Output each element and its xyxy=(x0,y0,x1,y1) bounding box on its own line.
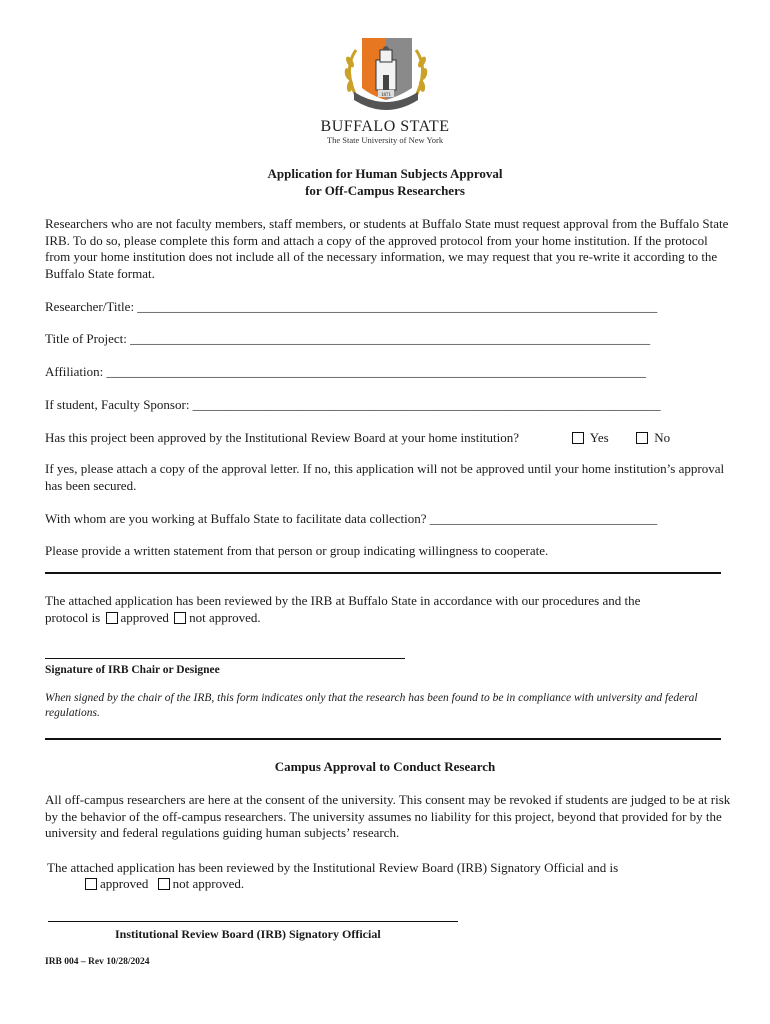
irb-approved-checkbox[interactable] xyxy=(106,612,118,624)
campus-approved-label: approved xyxy=(100,876,149,891)
statement-instruction: Please provide a written statement from that person or group indicating willingness to cooperate. xyxy=(45,543,549,558)
researcher-field[interactable]: Researcher/Title: ________________________________________________________________________________ xyxy=(45,299,658,314)
campus-status xyxy=(83,876,244,892)
section-divider-2 xyxy=(45,738,721,740)
irb-note: When signed by the chair of the IRB, this form indicates only that the research has been found to be in compliance with university and federal regulations. xyxy=(45,692,698,719)
irb-approved-label: approved xyxy=(120,610,169,625)
irb-chair-signature-label: Signature of IRB Chair or Designee xyxy=(45,664,220,676)
yes-option[interactable] xyxy=(570,430,609,446)
form-title-line1: Application for Human Subjects Approval xyxy=(267,166,503,181)
faculty-sponsor-field[interactable]: If student, Faculty Sponsor: ________________________________________________________________________ xyxy=(45,397,661,412)
project-title-field[interactable]: Title of Project: ________________________________________________________________________________ xyxy=(45,331,651,346)
approval-question-text: Has this project been approved by the Institutional Review Board at your home institution? xyxy=(45,430,520,445)
yes-checkbox[interactable] xyxy=(572,432,584,444)
no-label: No xyxy=(654,430,671,445)
signatory-signature-label: Institutional Review Board (IRB) Signatory Official xyxy=(115,927,381,941)
no-checkbox[interactable] xyxy=(636,432,648,444)
whom-question-field[interactable]: With whom are you working at Buffalo State to facilitate data collection? ___________________________________ xyxy=(45,511,658,526)
buffalo-state-seal-icon xyxy=(336,30,436,116)
yes-label: Yes xyxy=(589,430,609,445)
irb-review-text: The attached application has been reviewed by the IRB at Buffalo State in accordance with our procedures and the xyxy=(45,593,641,608)
approval-note: If yes, please attach a copy of the approval letter. If no, this application will not be approved until your home institution’s approval has been secured. xyxy=(45,461,725,493)
approval-question xyxy=(45,430,519,446)
campus-review-text: The attached application has been reviewed by the Institutional Review Board (IRB) Signatory Official and is xyxy=(47,860,619,875)
campus-not-approved-checkbox[interactable] xyxy=(158,878,170,890)
irb-not-approved-label: not approved. xyxy=(189,610,261,625)
intro-paragraph: Researchers who are not faculty members, staff members, or students at Buffalo State must request approval from the Buffalo State IRB. To do so, please complete this form and attach a copy of the approved protocol from your home institution. If the protocol from your home institution does not include all of the necessary information, we may request that you re-write it according to the Buffalo State format. xyxy=(45,216,729,281)
logo-subtitle: The State University of New York xyxy=(326,135,444,145)
no-option[interactable] xyxy=(634,430,670,446)
irb-chair-signature-line[interactable] xyxy=(45,658,405,659)
irb-not-approved-checkbox[interactable] xyxy=(174,612,186,624)
campus-heading: Campus Approval to Conduct Research xyxy=(274,759,496,774)
campus-approved-checkbox[interactable] xyxy=(85,878,97,890)
section-divider xyxy=(45,572,721,574)
campus-paragraph: All off-campus researchers are here at the consent of the university. This consent may be revoked if students are judged to be at risk by the behavior of the off-campus researchers. The university assumes no liability for this project, beyond that provided for by the university and federal regulations guiding human subjects’ research. xyxy=(45,792,731,840)
campus-not-approved-label: not approved. xyxy=(172,876,245,891)
form-title-line2: for Off-Campus Researchers xyxy=(305,183,465,198)
protocol-is-label: protocol is xyxy=(45,610,101,625)
affiliation-field[interactable]: Affiliation: ___________________________________________________________________________________ xyxy=(45,364,647,379)
revision-footer: IRB 004 – Rev 10/28/2024 xyxy=(45,957,150,967)
irb-protocol-status xyxy=(45,610,261,626)
svg-text:1871: 1871 xyxy=(381,93,391,98)
logo-wordmark: BUFFALO STATE xyxy=(320,118,450,135)
signatory-signature-line[interactable] xyxy=(48,921,458,922)
